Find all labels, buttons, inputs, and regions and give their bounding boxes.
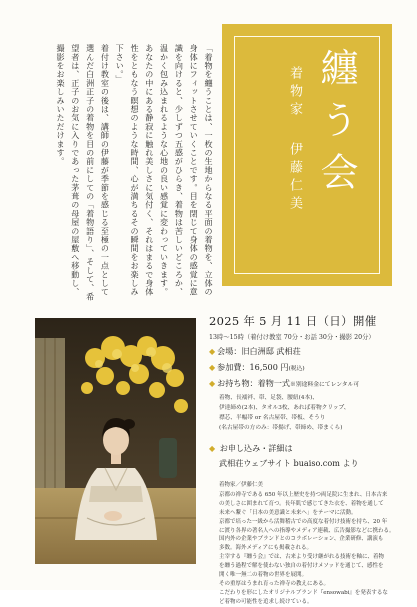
title-frame (234, 36, 380, 274)
profile-line: に渡り各界の著名人への指導やメディア連載、広告撮影などに携わる。 (219, 527, 395, 534)
intro-vertical-text (34, 44, 216, 302)
profile-block (219, 481, 405, 607)
items-list (219, 393, 409, 433)
fee-note: (税込) (288, 366, 305, 372)
bring-item (209, 378, 409, 389)
fee-item (209, 362, 409, 373)
profile-line: ど着物の可能性を追求し続けている。 (219, 598, 313, 605)
bring-text: お持ち物：着物一式 (217, 378, 291, 388)
event-time: 13時〜15時（着付け教室 70分・お話 30分・撮影 20分） (209, 334, 375, 341)
profile-line: 開く唯一無二の着物の世界を展開。 (219, 572, 308, 579)
apply-text: お申し込み・詳細は (219, 443, 293, 453)
items-line: 伊達締め(2本)、タオル3枚、あれば着物クリップ、 (219, 405, 350, 411)
profile-line: 主宰する『纏う会』では、古来より受け継がれる技術を軸に、着物 (219, 554, 385, 561)
profile-head: 着物家／伊藤仁美 (219, 482, 264, 488)
event-date: 2025 年 5 月 11 日（日）開催 (209, 314, 377, 328)
fee-text: 参加費：16,500 円 (217, 362, 289, 372)
profile-line: こだわりを形にしたオリジナルブランド『ensowabi』を発表するな (219, 589, 388, 596)
apply-label (209, 443, 409, 454)
diamond-icon: ◆ (209, 363, 216, 372)
event-title: 纏う会 (314, 48, 358, 204)
venue-text: 会場：旧白洲邸 武相荘 (217, 346, 301, 356)
profile-line: 京都の禅寺である 650 年以上歴史を持つ両足院に生まれ、日本古来 (219, 491, 388, 498)
profile-line: 京都で培った一級から活舞稽古での高度な着付け技術を持ち、20 年 (219, 518, 388, 525)
profile-line: 未来へ繋ぐ「日本の美意識と未来へ」をテーマに活動。 (219, 509, 357, 516)
diamond-icon: ◆ (209, 379, 216, 388)
intro-paragraph-1: 「着物を纏うことは、一枚の生地からなる平面の着物を、立体の身体にフィットさせていくことです。目を閉じて身体の感覚に意識を向けると、少しずつ五感がひらき、着物は苦しいどころか、温かく包み込まれるような心地の良い感覚に変わっていきます。あなたの中にある静寂に触れ美しさに気付く、それはまるで身体性をともなう瞑想のような時間、心が満ちるその瞬間をお楽しみ下さい。」 (115, 44, 214, 297)
apply-site: 武相荘ウェブサイト buaiso.com より (219, 458, 359, 468)
host-name: 伊藤仁美 (287, 142, 302, 214)
profile-line: を纏う過程で解を使わない独自の着付けメソッドを通じて、感性を (219, 563, 384, 570)
portrait-photo (35, 318, 196, 564)
event-info (209, 313, 409, 607)
bring-note: ※別途料金にてレンタル可 (290, 382, 360, 388)
diamond-icon: ◆ (209, 347, 216, 356)
items-line: 襟芯、半幅帯 or 名古屋帯、帯板、そうり (219, 415, 326, 421)
profile-line: 多数。海外メディアにも掲載される。 (219, 545, 313, 552)
profile-line: その重厚はうまれ育った禅寺の教えにある。 (219, 580, 330, 587)
intro-paragraph-2: 着付け教室の後は、講師の伊藤が季節を感じる至極の一点として選んだ白洲正子の着物を目の前にしての「着物語り」、そして、希望者は、正子のお気に入りであった茅葺の母屋の屋敷へ移動し、撮影をお楽しみいただけます。 (56, 44, 111, 301)
title-panel (222, 24, 392, 286)
venue-item (209, 346, 409, 357)
diamond-icon: ◆ (209, 444, 216, 453)
items-line: 着物、長襦袢、帯、足袋、腰紐(4本)、 (219, 395, 319, 401)
items-line: (名古屋帯の方のみ：帯揚げ、帯締め、帯まくら) (219, 425, 343, 431)
profile-line: の美しさに囲まれて育つ。長年肌で感じてきた衣を、着物を通して (219, 500, 384, 507)
portrait-illustration (35, 318, 196, 564)
host-role: 着物家 (287, 66, 302, 120)
profile-line: 国内外の企業やブランドとのコラボレーション、企業研修、講演も (219, 536, 384, 543)
